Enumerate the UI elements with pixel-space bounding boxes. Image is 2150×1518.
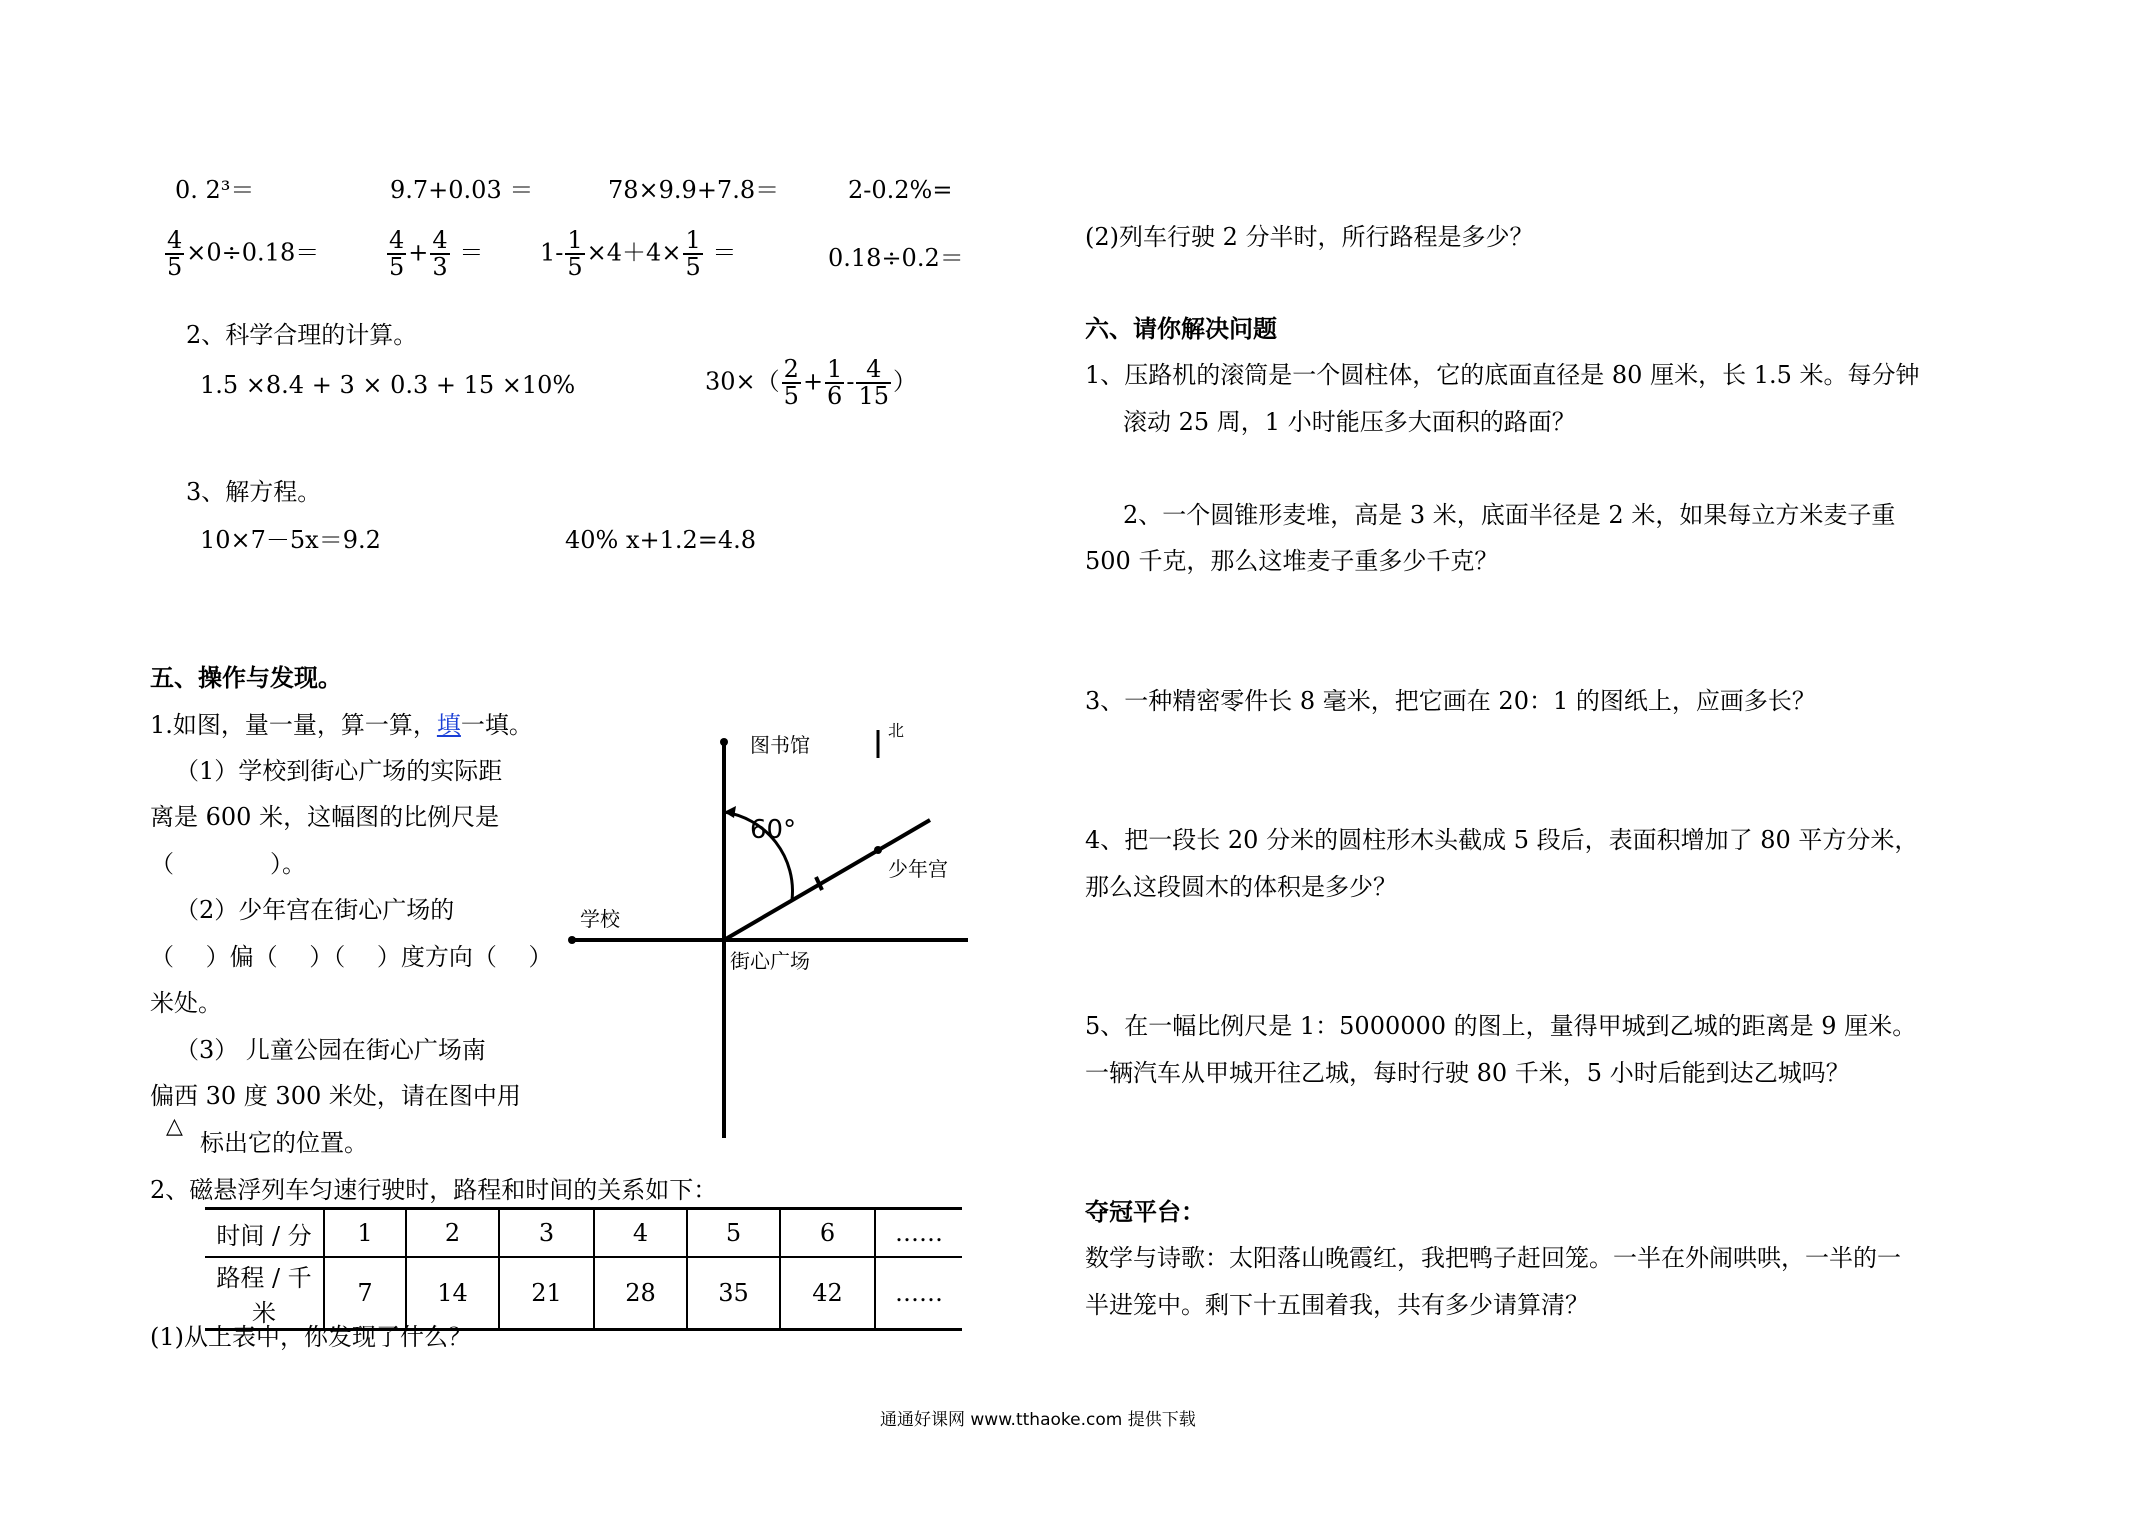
- q2-title: 2、科学合理的计算。: [186, 321, 418, 349]
- table-cell: 7: [324, 1257, 406, 1330]
- direction-diagram: [550, 720, 980, 1140]
- table-cell: 35: [687, 1257, 780, 1330]
- calc-r1-d: 2-0.2%=: [848, 176, 953, 204]
- sec5-line7: （3） 儿童公园在街心广场南: [175, 1036, 486, 1064]
- q2-expr1: 1.5 ×8.4 + 3 × 0.3 + 15 ×10%: [200, 371, 576, 399]
- school-label: 学校: [580, 907, 620, 931]
- fraction: $\frac{1}{5}$: [685, 226, 701, 282]
- table-row: [205, 1257, 962, 1330]
- sec6-p3: 3、一种精密零件长 8 毫米，把它画在 20：1 的图纸上，应画多长？: [1085, 687, 1816, 715]
- sec5-line2: 离是 600 米，这幅图的比例尺是: [150, 803, 500, 831]
- sec5-line1: （1）学校到街心广场的实际距: [175, 757, 503, 785]
- sec6-p1a: 1、压路机的滚筒是一个圆柱体，它的底面直径是 80 厘米，长 1.5 米。每分钟: [1085, 361, 1920, 389]
- sec5-q2-1: (1)从上表中，你发现了什么？: [150, 1323, 472, 1351]
- angle-label: 60°: [750, 815, 797, 845]
- q2-2: (2)列车行驶 2 分半时，所行路程是多少？: [1085, 223, 1534, 251]
- triangle-icon: △: [166, 1114, 183, 1139]
- q3-title: 3、解方程。: [186, 478, 322, 506]
- calc-r2-a: $\frac{4}{5}$ ×0÷0.18＝: [167, 226, 320, 282]
- fraction: $\frac{4}{5}$: [389, 226, 405, 282]
- table-row: [205, 1209, 962, 1258]
- calc-r2-c: 1- $\frac{1}{5}$ ×4＋4× $\frac{1}{5}$ ＝: [540, 226, 737, 282]
- champion-p2: 半进笼中。剩下十五围着我，共有多少请算清？: [1085, 1291, 1589, 1319]
- train-table: [205, 1207, 962, 1331]
- sec5-line5: （ ）偏（ ）（ ）度方向（ ）: [150, 943, 553, 971]
- table-cell: 21: [499, 1257, 594, 1330]
- q3-eq2: 40% x+1.2=4.8: [565, 526, 757, 554]
- calc-r1-c: 78×9.9+7.8＝: [608, 176, 780, 204]
- sec5-line3: （ ）。: [150, 850, 306, 878]
- sec6-p1b: 滚动 25 周，1 小时能压多大面积的路面？: [1123, 408, 1576, 436]
- table-cell: 时间 / 分: [216, 1221, 312, 1250]
- school-point: [568, 936, 576, 944]
- calc-r1-a: 0. 2³＝: [175, 176, 255, 204]
- table-cell: ……: [875, 1209, 962, 1258]
- table-cell: 42: [780, 1257, 875, 1330]
- champion-p1: 数学与诗歌：太阳落山晚霞红，我把鸭子赶回笼。一半在外闹哄哄，一半的一: [1085, 1244, 1901, 1272]
- sec6-p5b: 一辆汽车从甲城开往乙城，每时行驶 80 千米，5 小时后能到达乙城吗？: [1085, 1059, 1850, 1087]
- table-cell: 路程 / 千米: [216, 1264, 312, 1327]
- fraction: $\frac{2}{5}$: [783, 355, 799, 411]
- table-cell: ……: [875, 1257, 962, 1330]
- table-cell: 14: [406, 1257, 499, 1330]
- sec6-p2a: 2、一个圆锥形麦堆，高是 3 米，底面半径是 2 米，如果每立方米麦子重: [1123, 501, 1896, 529]
- calc-r2-b: $\frac{4}{5}$ + $\frac{4}{3}$ ＝: [389, 226, 484, 282]
- fraction: $\frac{1}{5}$: [567, 226, 583, 282]
- footer-credit: 通通好课网 www.tthaoke.com 提供下载: [880, 1410, 1196, 1430]
- fill-link[interactable]: 填: [436, 711, 461, 739]
- q2-expr2: 30×（ $\frac{2}{5}$ + $\frac{1}{6}$ - $\frac{4}{15}$ ）: [705, 355, 917, 411]
- sec5-title: 五、操作与发现。: [150, 663, 342, 692]
- table-cell: 28: [594, 1257, 687, 1330]
- north-label: 北: [888, 721, 905, 740]
- square-label: 街心广场: [730, 949, 810, 973]
- youth-palace-label: 少年宫: [888, 857, 948, 881]
- library-label: 图书馆: [750, 733, 810, 757]
- sec5-line4: （2）少年宫在街心广场的: [175, 896, 455, 924]
- library-point: [720, 738, 728, 746]
- sec5-p1: 1.如图，量一量，算一算，填一填。: [150, 711, 533, 739]
- sec6-title: 六、请你解决问题: [1085, 314, 1277, 343]
- fraction: $\frac{4}{5}$: [167, 226, 183, 282]
- fraction: $\frac{1}{6}$: [827, 355, 843, 411]
- table-cell: 2: [406, 1209, 499, 1258]
- champion-title: 夺冠平台：: [1085, 1197, 1205, 1226]
- sec5-q2: 2、磁悬浮列车匀速行驶时，路程和时间的关系如下：: [150, 1176, 718, 1204]
- sec6-p4b: 那么这段圆木的体积是多少？: [1085, 873, 1397, 901]
- q3-eq1: 10×7－5x＝9.2: [200, 526, 381, 554]
- table-cell: 3: [499, 1209, 594, 1258]
- calc-r1-b: 9.7+0.03 ＝: [390, 176, 534, 204]
- sec5-line8: 偏西 30 度 300 米处，请在图中用: [150, 1082, 521, 1110]
- youth-palace-point: [874, 846, 882, 854]
- fraction: $\frac{4}{3}$: [432, 226, 448, 282]
- fraction: $\frac{4}{15}$: [858, 355, 889, 411]
- sec5-line6: 米处。: [150, 989, 222, 1017]
- sec6-p5a: 5、在一幅比例尺是 1：5000000 的图上，量得甲城到乙城的距离是 9 厘米。: [1085, 1012, 1917, 1040]
- table-cell: 4: [594, 1209, 687, 1258]
- sec6-p2b: 500 千克，那么这堆麦子重多少千克？: [1085, 547, 1499, 575]
- sec6-p4a: 4、把一段长 20 分米的圆柱形木头截成 5 段后，表面积增加了 80 平方分米，: [1085, 826, 1919, 854]
- calc-r2-d: 0.18÷0.2＝: [828, 244, 964, 272]
- sec5-line9: 标出它的位置。: [200, 1129, 368, 1157]
- table-cell: 1: [324, 1209, 406, 1258]
- table-cell: 6: [780, 1209, 875, 1258]
- table-cell: 5: [687, 1209, 780, 1258]
